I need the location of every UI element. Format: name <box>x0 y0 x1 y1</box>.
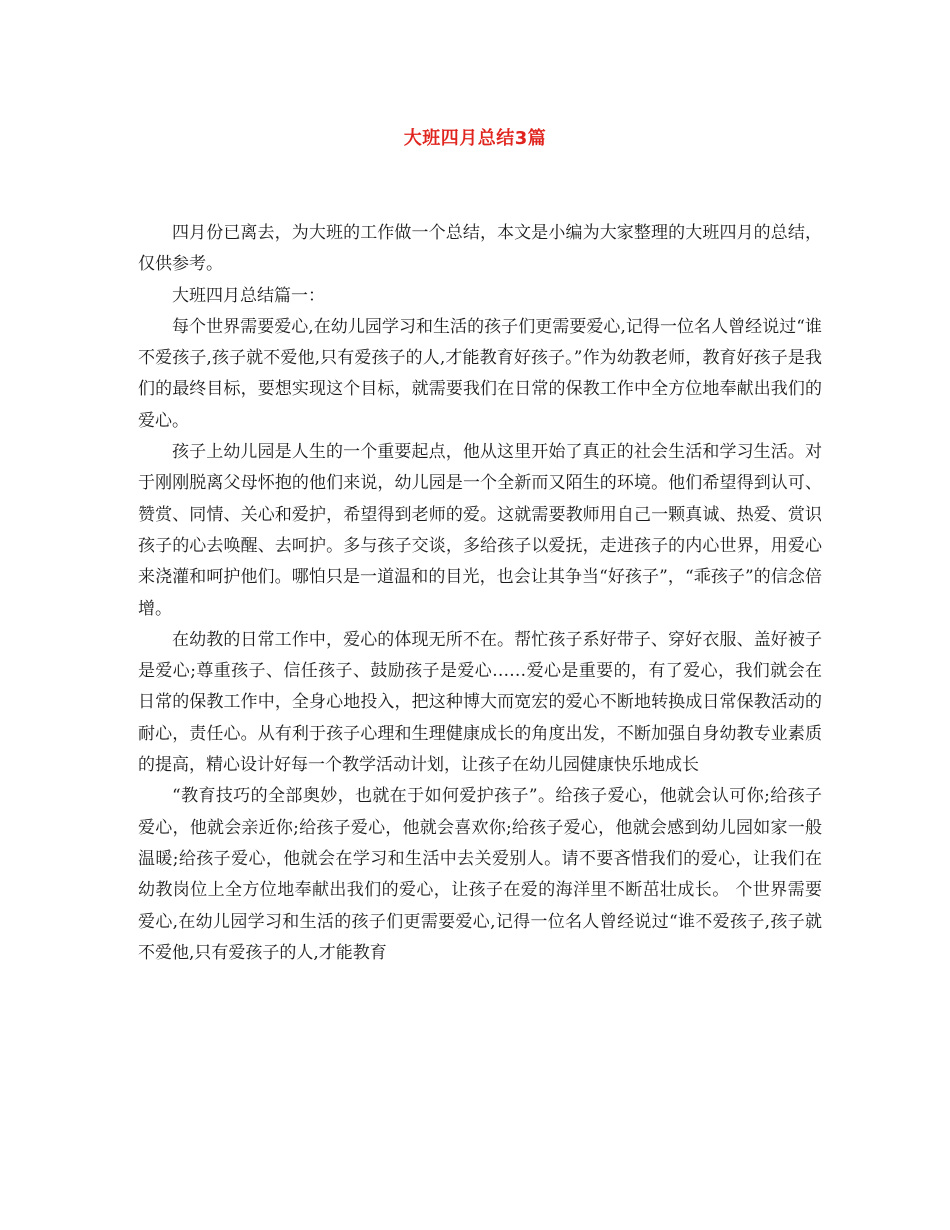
document-body <box>138 218 822 969</box>
intro-paragraph: 四月份已离去，为大班的工作做一个总结，本文是小编为大家整理的大班四月的总结，仅供参考。 <box>138 223 822 275</box>
body-paragraph: 在幼教的日常工作中，爱心的体现无所不在。帮忙孩子系好带子、穿好衣服、盖好被子是爱心;尊重孩子、信任孩子、鼓励孩子是爱心……爱心是重要的，有了爱心，我们就会在日常的保教工作中，全身心地投入，把这种博大而宽宏的爱心不断地转换成日常保教活动的耐心，责任心。从有利于孩子心理和生理健康成长的角度出发，不断加强自身幼教专业素质的提高，精心设计好每一个教学活动计划，让孩子在幼儿园健康快乐地成长 <box>138 629 822 776</box>
body-paragraph: “教育技巧的全部奥妙，也就在于如何爱护孩子”。给孩子爱心，他就会认可你;给孩子爱心，他就会亲近你;给孩子爱心，他就会喜欢你;给孩子爱心，他就会感到幼儿园如家一般温暖;给孩子爱心，他就会在学习和生活中去关爱别人。请不要吝惜我们的爱心，让我们在幼教岗位上全方位地奉献出我们的爱心，让孩子在爱的海洋里不断茁壮成长。 个世界需要爱心,在幼儿园学习和生活的孩子们更需要爱心,记得一位名人曾经说过“谁不爱孩子,孩子就不爱他,只有爱孩子的人,才能教育 <box>138 786 822 963</box>
body-paragraph: 孩子上幼儿园是人生的一个重要起点，他从这里开始了真正的社会生活和学习生活。对于刚刚脱离父母怀抱的他们来说，幼儿园是一个全新而又陌生的环境。他们希望得到认可、赞赏、同情、关心和爱护，希望得到老师的爱。这就需要教师用自己一颗真诚、热爱、赏识孩子的心去唤醒、去呵护。多与孩子交谈，多给孩子以爱抚，走进孩子的内心世界，用爱心来浇灌和呵护他们。哪怕只是一道温和的目光，也会让其争当“好孩子”，“乖孩子”的信念倍增。 <box>138 442 822 619</box>
body-paragraph: 每个世界需要爱心,在幼儿园学习和生活的孩子们更需要爱心,记得一位名人曾经说过“谁不爱孩子,孩子就不爱他,只有爱孩子的人,才能教育好孩子。”作为幼教老师，教育好孩子是我们的最终目标，要想实现这个目标，就需要我们在日常的保教工作中全方位地奉献出我们的爱心。 <box>138 316 822 431</box>
document-title: 大班四月总结3篇 <box>403 128 547 149</box>
section-heading: 大班四月总结篇一： <box>172 285 325 306</box>
